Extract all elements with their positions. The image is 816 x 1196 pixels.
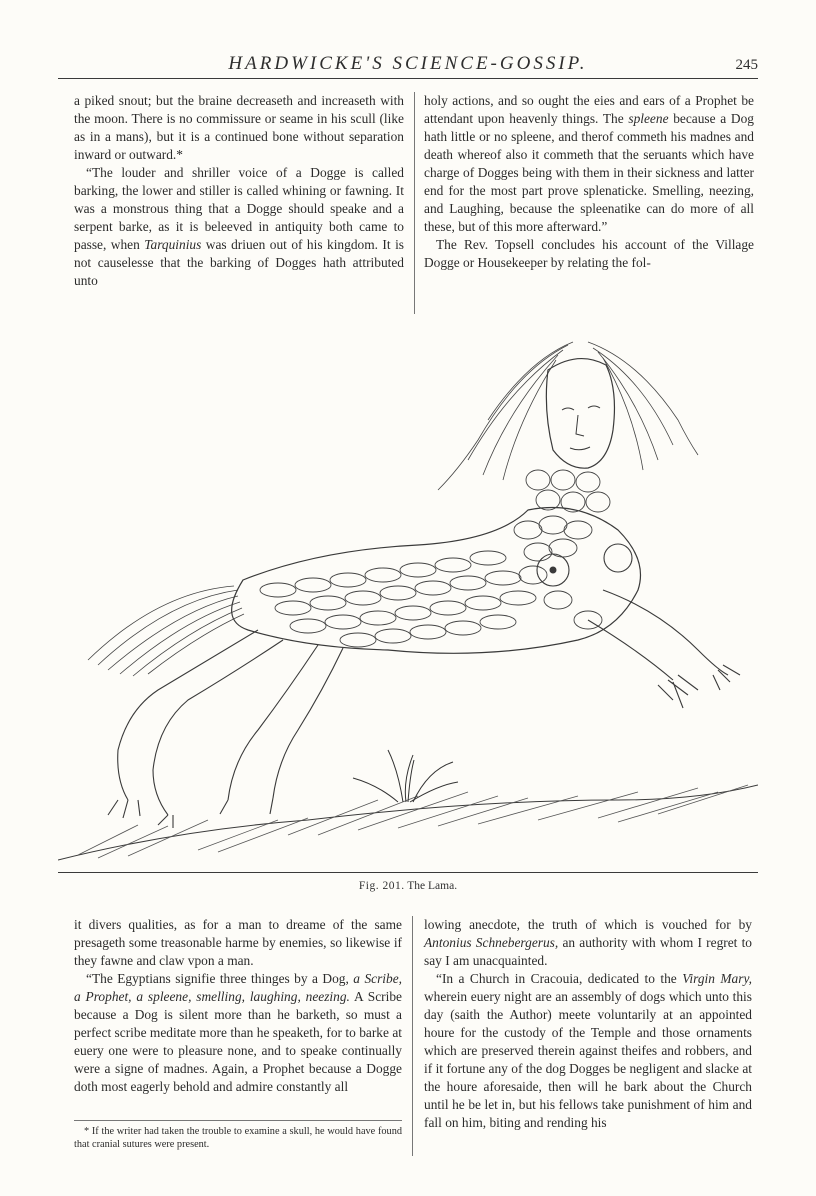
hair xyxy=(438,342,698,490)
mouth xyxy=(570,447,590,450)
figure-rule xyxy=(58,872,758,873)
figure-number: Fig. 201. xyxy=(358,880,405,892)
neck-scales xyxy=(526,470,610,512)
figure-caption xyxy=(58,880,758,892)
paragraph: a piked snout; but the braine decreaseth and increaseth with the moon. There is no commissure or seame in his scull (like as in a mans), but it is a continued bone without separation inward or outward.* xyxy=(74,93,404,162)
ground-hatching xyxy=(78,785,748,858)
column-divider xyxy=(414,92,415,314)
body-outline xyxy=(232,508,641,654)
italic-name: Tarquinius xyxy=(144,237,202,252)
paragraph: The Rev. Topsell concludes his account of the Village Dogge or Housekeeper by relating the fol- xyxy=(424,237,754,270)
figure-title: The Lama. xyxy=(407,880,458,892)
footnote-text: * If the writer had taken the trouble to examine a skull, he would have found that cranial sutures were present. xyxy=(74,1126,402,1150)
column-divider xyxy=(412,916,413,1156)
italic-name: Virgin Mary, xyxy=(682,971,752,986)
paragraph: holy actions, and so ought the eies and ears of a Prophet be attendant upon heavenly things. The spleene because a Dog hath little or no spleene, and therof commeth his madnes and death whereof also it commeth that the seruants which have charge of Dogges being with them in their sickness and latter end for the most part prove splenaticke. Smelling, neezing, and Laughing, because the spleenatike can do more of all these, but of this more afterward.” xyxy=(424,93,754,234)
scales xyxy=(260,516,602,647)
column-top-right xyxy=(424,92,754,272)
footnote-rule xyxy=(74,1120,402,1121)
grass-tuft xyxy=(353,750,458,802)
column-bottom-right xyxy=(424,916,752,1132)
journal-title: HARDWICKE'S SCIENCE-GOSSIP. xyxy=(228,53,588,74)
lama-engraving-illustration xyxy=(58,330,758,870)
nose xyxy=(576,415,584,436)
column-bottom-left xyxy=(74,916,402,1096)
breast xyxy=(604,544,632,572)
hind-legs xyxy=(108,630,343,828)
italic-name: Antonius Schnebergerus, xyxy=(424,935,559,950)
paragraph: “In a Church in Cracouia, dedicated to the Virgin Mary, wherein euery night are an assembly of dogs which unto this day (saith the Author) meete voluntarily at an appointed houre for the custody of the Temple and those ornaments which are preserved therein against theifes and robbers, and if it fortune any of the dog Dogges be negligent and slacke at the houre aforesaide, then will he bark about the Church until he be let in, but his fellows take punishment of him and fall on him, biting and rending his xyxy=(424,971,752,1130)
breast-nipple xyxy=(550,567,556,573)
forelegs xyxy=(588,590,740,708)
tail xyxy=(88,586,244,676)
left-eye xyxy=(562,408,574,410)
italic-word: spleene xyxy=(628,111,669,126)
paragraph: it divers qualities, as for a man to dreame of the same presageth some treasonable harme by enemies, so likewise if they fawne and claw vpon a man. xyxy=(74,917,402,968)
column-top-left xyxy=(74,92,404,290)
paragraph: “The louder and shriller voice of a Dogge is called barking, the lower and stiller is called whining or fawning. It was a monstrous thing that a Dogge should speake and a serpent barke, as it is beleeved in antiquity both came to passe, when Tarquinius was driuen out of his kingdom. It is not causelesse that the barking of Dogges hath attributed unto xyxy=(74,165,404,288)
paragraph: “The Egyptians signifie three thinges by a Dog, a Scribe, a Prophet, a spleene, smelling, laughing, neezing. A Scribe because a Dog is silent more than he barketh, so must a perfect scribe meditate more than he speaketh, for to barke at euery one were to pleasure none, and to speake continually were a signe of madnes. Again, a Prophet because a Dogge doth most eagerly behold and admire constantly all xyxy=(74,971,403,1094)
footnote xyxy=(74,1126,402,1151)
italic-list: a Scribe, a Prophet, a spleene, smelling, laughing, neezing. xyxy=(74,971,403,1004)
paragraph: lowing anecdote, the truth of which is vouched for by Antonius Schnebergerus, an authority with whom I regret to say I am unacquainted. xyxy=(424,917,753,968)
running-header xyxy=(58,52,758,79)
right-eye xyxy=(588,406,600,408)
page-number: 245 xyxy=(735,57,758,73)
human-face xyxy=(546,359,614,469)
